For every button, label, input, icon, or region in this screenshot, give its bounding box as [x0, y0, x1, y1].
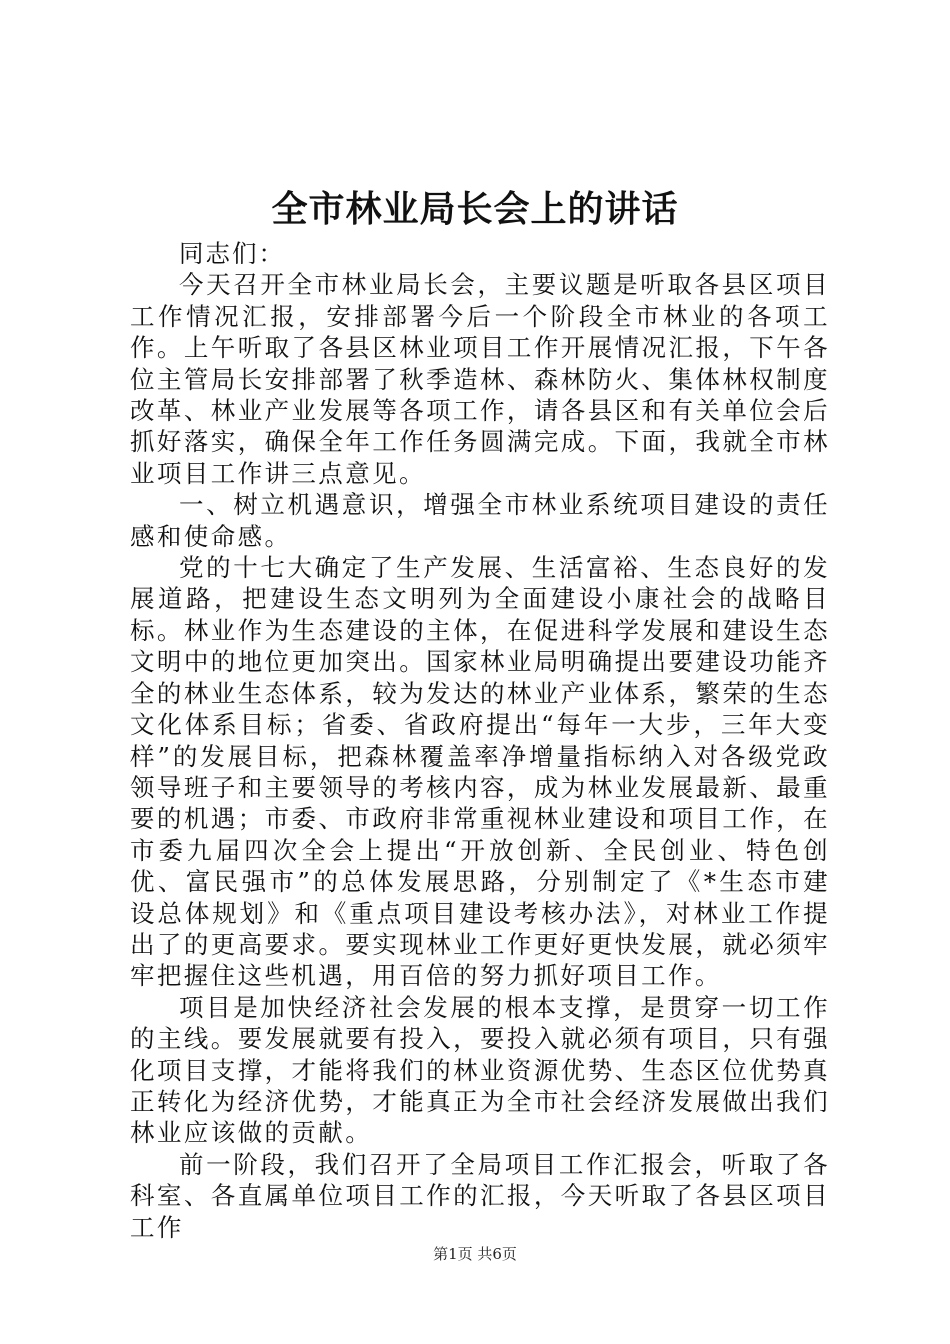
- document-title: 全市林业局长会上的讲话: [271, 188, 679, 230]
- body-paragraph: 前一阶段，我们召开了全局项目工作汇报会，听取了各科室、各直属单位项目工作的汇报，今天听取了各县区项目工作: [130, 1149, 830, 1242]
- body-paragraph: 今天召开全市林业局长会，主要议题是听取各县区项目工作情况汇报，安排部署今后一个阶段全市林业的各项工作。上午听取了各县区林业项目工作开展情况汇报，下午各位主管局长安排部署了秋季造林、森林防火、集体林权制度改革、林业产业发展等各项工作，请各县区和有关单位会后抓好落实，确保全年工作任务圆满完成。下面，我就全市林业项目工作讲三点意见。: [130, 270, 830, 488]
- greeting-paragraph: 同志们：: [179, 239, 285, 268]
- page-footer: 第1页 共6页: [433, 1245, 517, 1263]
- document-body: [130, 238, 830, 1243]
- body-paragraph: 项目是加快经济社会发展的根本支撑，是贯穿一切工作的主线。要发展就要有投入，要投入就必须有项目，只有强化项目支撑，才能将我们的林业资源优势、生态区位优势真正转化为经济优势，才能真正为全市社会经济发展做出我们林业应该做的贡献。: [130, 992, 830, 1148]
- body-paragraph: 党的十七大确定了生产发展、生活富裕、生态良好的发展道路，把建设生态文明列为全面建设小康社会的战略目标。林业作为生态建设的主体，在促进科学发展和建设生态文明中的地位更加突出。国家林业局明确提出要建设功能齐全的林业生态体系，较为发达的林业产业体系，繁荣的生态文化体系目标；省委、省政府提出“每年一大步，三年大变样”的发展目标，把森林覆盖率净增量指标纳入对各级党政领导班子和主要领导的考核内容，成为林业发展最新、最重要的机遇；市委、市政府非常重视林业建设和项目工作，在市委九届四次全会上提出“开放创新、全民创业、特色创优、富民强市”的总体发展思路，分别制定了《*生态市建设总体规划》和《重点项目建设考核办法》，对林业工作提出了的更高要求。要实现林业工作更好更快发展，就必须牢牢把握住这些机遇，用百倍的努力抓好项目工作。: [130, 553, 830, 991]
- section-heading: 一、树立机遇意识，增强全市林业系统项目建设的责任感和使命感。: [130, 490, 830, 551]
